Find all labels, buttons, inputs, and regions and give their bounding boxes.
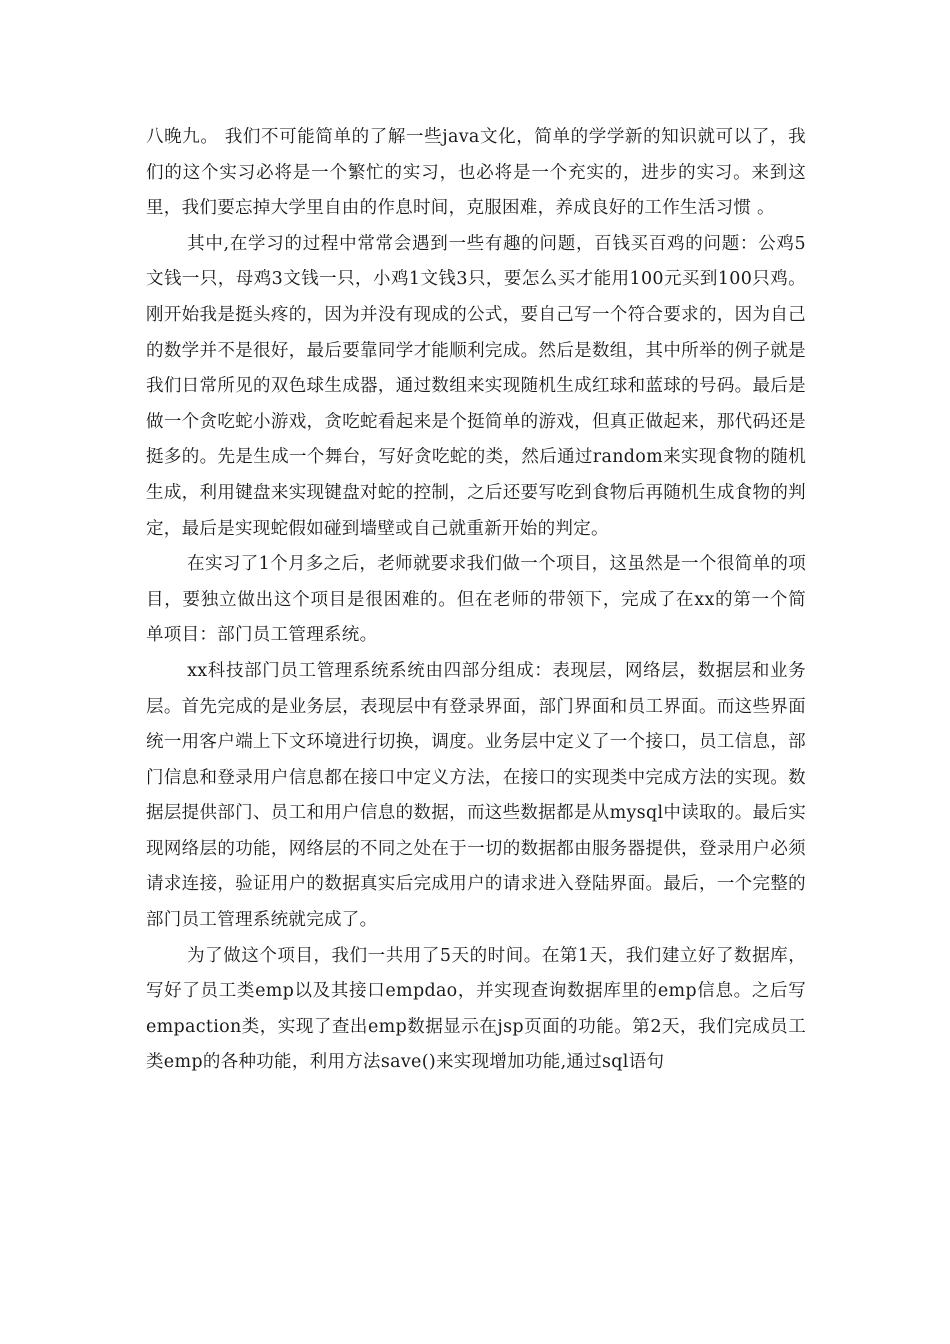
paragraph-system-architecture: xx科技部门员工管理系统系统由四部分组成：表现层，网络层，数据层和业务层。首先完成的是业务层，表现层中有登录界面，部门界面和员工界面。而这些界面统一用客户端上下文环境进行切换，调度。业务层中定义了一个接口，员工信息，部门信息和登录用户信息都在接口中定义方法，在接口的实现类中完成方法的实现。数据层提供部门、员工和用户信息的数据，而这些数据都是从mysql中读取的。最后实现网络层的功能，网络层的不同之处在于一切的数据都由服务器提供，登录用户必须请求连接，验证用户的数据真实后完成用户的请求进入登陆界面。最后，一个完整的部门员工管理系统就完成了。	[146, 660, 806, 931]
paragraph-project-schedule: 为了做这个项目，我们一共用了5天的时间。在第1天，我们建立好了数据库，写好了员工类emp以及其接口empdao，并实现查询数据库里的emp信息。之后写empaction类，实现了查出emp数据显示在jsp页面的功能。第2天，我们完成员工类emp的各种功能，利用方法save()来实现增加功能,通过sql语句	[146, 945, 806, 1073]
paragraph-first-project: 在实习了1个月多之后，老师就要求我们做一个项目，这虽然是一个很简单的项目，要独立做出这个项目是很困难的。但在老师的带领下，完成了在xx的第一个简单项目：部门员工管理系统。	[146, 554, 806, 646]
paragraph-work-habits: 八晚九。 我们不可能简单的了解一些java文化，简单的学学新的知识就可以了，我们的这个实习必将是一个繁忙的实习，也必将是一个充实的，进步的实习。来到这里，我们要忘掉大学里自由的作息时间，克服困难，养成良好的工作生活习惯 。	[146, 127, 806, 219]
paragraph-learning-problems: 其中,在学习的过程中常常会遇到一些有趣的问题，百钱买百鸡的问题：公鸡5文钱一只，母鸡3文钱一只，小鸡1文钱3只，要怎么买才能用100元买到100只鸡。刚开始我是挺头疼的，因为并没有现成的公式，要自己写一个符合要求的，因为自己的数学并不是很好，最后要靠同学才能顺利完成。然后是数组，其中所举的例子就是我们日常所见的双色球生成器，通过数组来实现随机生成红球和蓝球的号码。最后是做一个贪吃蛇小游戏，贪吃蛇看起来是个挺简单的游戏，但真正做起来，那代码还是挺多的。先是生成一个舞台，写好贪吃蛇的类，然后通过random来实现食物的随机生成，利用键盘来实现键盘对蛇的控制，之后还要写吃到食物后再随机生成食物的判定，最后是实现蛇假如碰到墙壁或自己就重新开始的判定。	[146, 233, 806, 539]
document-body	[146, 120, 806, 1081]
